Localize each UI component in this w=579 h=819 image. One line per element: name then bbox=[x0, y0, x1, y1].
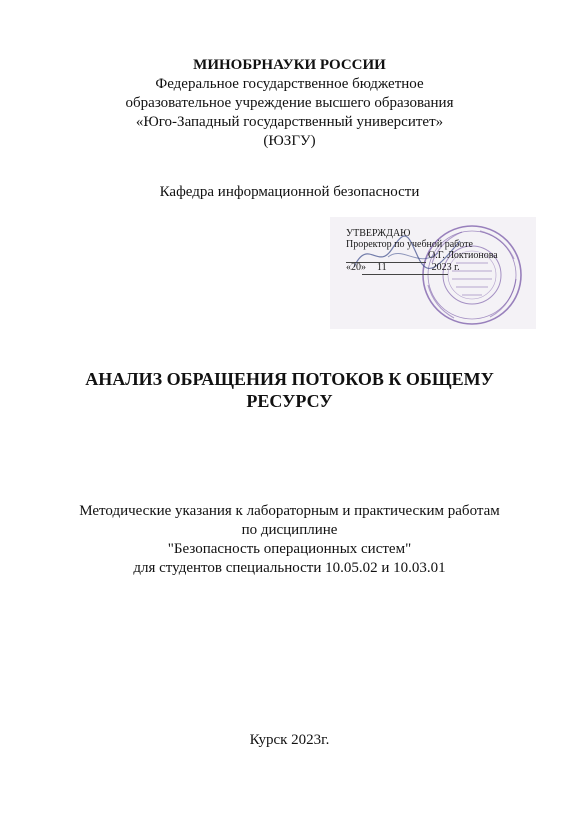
approval-approve-label: УТВЕРЖДАЮ bbox=[346, 228, 411, 239]
place-and-year: Курск 2023г. bbox=[249, 732, 330, 748]
institution-line-1: Федеральное государственное бюджетное bbox=[155, 76, 424, 92]
institution-line-2: образовательное учреждение высшего образования bbox=[125, 95, 454, 111]
approval-date-day: «20» bbox=[346, 262, 366, 273]
description-line-2: по дисциплине bbox=[241, 522, 338, 538]
institution-abbreviation: (ЮЗГУ) bbox=[263, 133, 316, 149]
description-line-1: Методические указания к лабораторным и практическим работам bbox=[79, 503, 500, 519]
approval-date-month: 11 bbox=[377, 262, 387, 273]
title-line-1: АНАЛИЗ ОБРАЩЕНИЯ ПОТОКОВ К ОБЩЕМУ bbox=[85, 369, 494, 389]
description-line-4: для студентов специальности 10.05.02 и 10.03.01 bbox=[133, 560, 446, 576]
date-underline bbox=[362, 274, 448, 275]
approval-position: Проректор по учебной работе bbox=[346, 239, 473, 250]
ministry-name: МИНОБРНАУКИ РОССИИ bbox=[193, 57, 386, 73]
approval-date bbox=[346, 262, 460, 274]
title-line-2: РЕСУРСУ bbox=[246, 391, 333, 411]
document-description bbox=[0, 502, 579, 578]
department-name: Кафедра информационной безопасности bbox=[159, 184, 420, 200]
approval-date-year: 2023 г. bbox=[431, 262, 460, 273]
description-line-3: "Безопасность операционных систем" bbox=[167, 541, 412, 557]
institution-line-3: «Юго-Западный государственный университет» bbox=[135, 114, 444, 130]
institution-header bbox=[0, 56, 579, 151]
approval-signatory-name: О.Г. Локтионова bbox=[428, 250, 498, 261]
approval-block bbox=[330, 217, 536, 329]
document-title bbox=[0, 368, 579, 412]
